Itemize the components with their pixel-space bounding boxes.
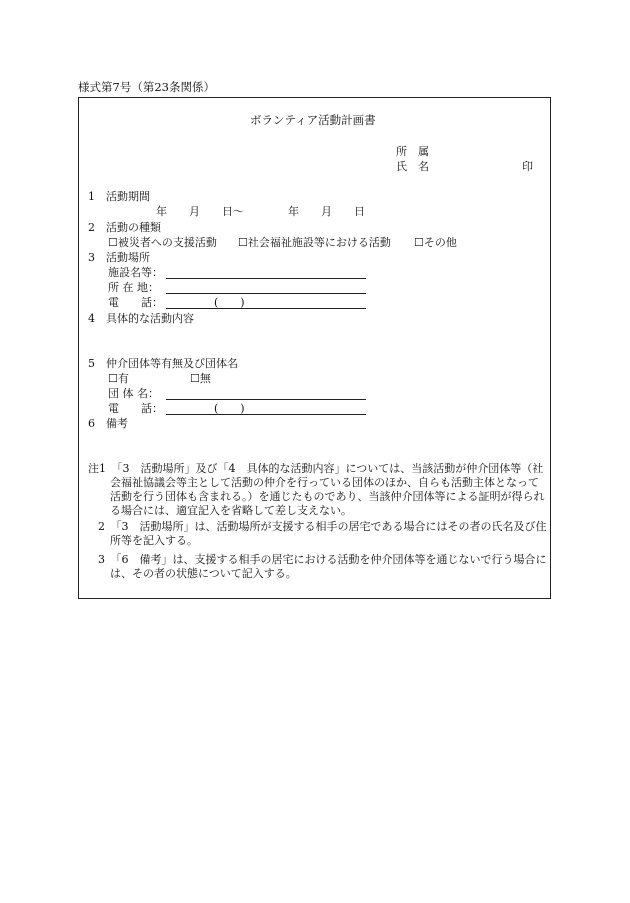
- seal-mark: 印: [522, 160, 533, 173]
- note-3: 3 「6 備考」は、支援する相手の居宅における活動を仲介団体等を通じないで行う場合には、その者の状態について記入する。: [98, 553, 547, 580]
- form-number: 様式第7号（第23条関係）: [78, 80, 215, 94]
- org-phone-input[interactable]: [166, 414, 366, 415]
- section-1-heading: 1 活動期間: [88, 190, 150, 203]
- section-6-heading: 6 備考: [88, 417, 128, 430]
- address-input[interactable]: [166, 293, 366, 294]
- org-name-label: 団 体 名：: [108, 387, 159, 400]
- form-title: ボランティア活動計画書: [250, 113, 376, 127]
- activity-type-option-disaster-support[interactable]: ☐被災者への支援活動: [108, 236, 217, 249]
- note-1: 注1 「3 活動場所」及び「4 具体的な活動内容」については、当該活動が仲介団体等（社会福祉協議会等主として活動の仲介を行っている団体のほか、自らも活動主体となって活動を行う団体も含まれる。）を通じたものであり、当該仲介団体等による証明が得られる場合には、適宜記入を省略して差し支えない。: [88, 462, 545, 517]
- facility-name-label: 施設名等：: [108, 266, 163, 279]
- phone-label: 電 話：: [108, 296, 163, 309]
- name-label: 氏 名: [396, 160, 429, 173]
- org-phone-label: 電 話：: [108, 402, 163, 415]
- phone-input[interactable]: [166, 308, 366, 309]
- intermediary-yes-option[interactable]: ☐有: [108, 372, 129, 385]
- facility-name-input[interactable]: [166, 278, 366, 279]
- affiliation-label: 所 属: [396, 145, 429, 158]
- section-3-heading: 3 活動場所: [88, 251, 150, 264]
- address-label: 所 在 地：: [108, 281, 159, 294]
- phone-area-code-paren: ( ): [214, 296, 245, 309]
- section-5-heading: 5 仲介団体等有無及び団体名: [88, 357, 238, 370]
- section-2-heading: 2 活動の種類: [88, 221, 161, 234]
- org-phone-area-code-paren: ( ): [214, 402, 245, 415]
- org-name-input[interactable]: [166, 399, 366, 400]
- activity-period-field[interactable]: 年 月 日～ 年 月 日: [156, 205, 365, 218]
- activity-type-option-other[interactable]: ☐その他: [414, 236, 457, 249]
- section-4-heading: 4 具体的な活動内容: [88, 312, 194, 325]
- activity-type-option-welfare-facility[interactable]: ☐社会福祉施設等における活動: [238, 236, 391, 249]
- intermediary-no-option[interactable]: ☐無: [190, 372, 211, 385]
- note-2: 2 「3 活動場所」は、活動場所が支援する相手の居宅である場合にはその者の氏名及び住所等を記入する。: [98, 520, 547, 547]
